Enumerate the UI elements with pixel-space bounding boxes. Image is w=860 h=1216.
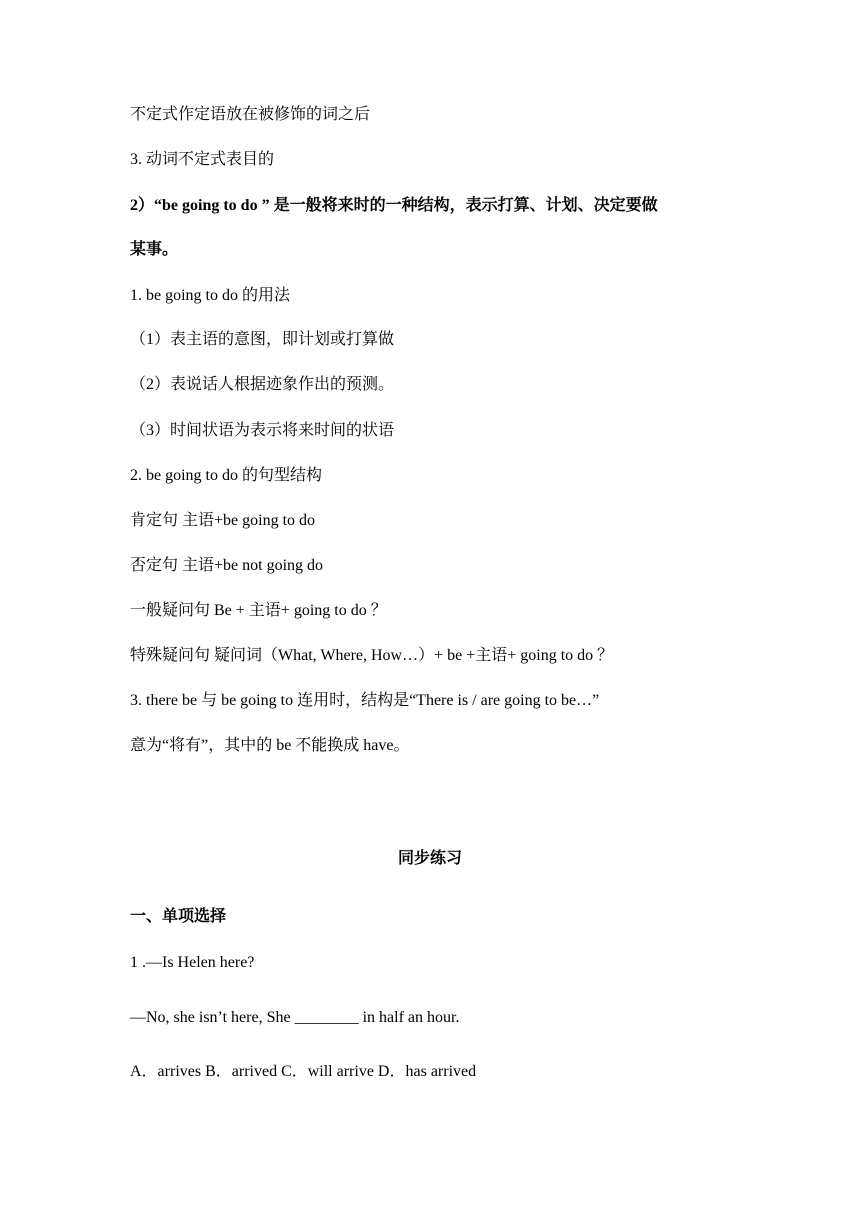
note-heading-be-going-to: 2）“be going to do ” 是一般将来时的一种结构，表示打算、计划、决定要做 bbox=[130, 197, 658, 214]
question-1-options: A．arrives B．arrived C．will arrive D．has arrived bbox=[130, 1063, 477, 1080]
note-line-5: 1. be going to do 的用法 bbox=[130, 287, 290, 304]
note-line-1: 不定式作定语放在被修饰的词之后 bbox=[130, 106, 371, 123]
note-line-12: 一般疑问句 Be + 主语+ going to do ？ bbox=[130, 602, 387, 619]
note-line-2: 3. 动词不定式表目的 bbox=[130, 151, 275, 168]
note-line-6: （1）表主语的意图，即计划或打算做 bbox=[130, 331, 395, 348]
exercise-title: 同步练习 bbox=[397, 848, 462, 867]
note-line-9: 2. be going to do 的句型结构 bbox=[130, 467, 322, 484]
note-line-7: （2）表说话人根据迹象作出的预测。 bbox=[130, 376, 395, 393]
section-heading: 一、单项选择 bbox=[130, 906, 227, 925]
question-1-stem: 1 .—Is Helen here? bbox=[130, 954, 255, 971]
note-line-10: 肯定句 主语+be going to do bbox=[130, 512, 316, 529]
note-line-14: 3. there be 与 be going to 连用时，结构是“There is / are going to be…” bbox=[130, 692, 600, 709]
note-heading-continuation: 某事。 bbox=[130, 241, 179, 258]
note-line-13: 特殊疑问句 疑问词（What, Where, How…）+ be +主语+ going to do ？ bbox=[130, 647, 614, 664]
note-line-11: 否定句 主语+be not going do bbox=[130, 557, 324, 574]
question-1-reply: —No, she isn’t here, She ________ in half an hour. bbox=[130, 1009, 460, 1026]
note-line-8: （3）时间状语为表示将来时间的状语 bbox=[130, 422, 395, 439]
note-line-15: 意为“将有”，其中的 be 不能换成 have。 bbox=[130, 737, 410, 754]
